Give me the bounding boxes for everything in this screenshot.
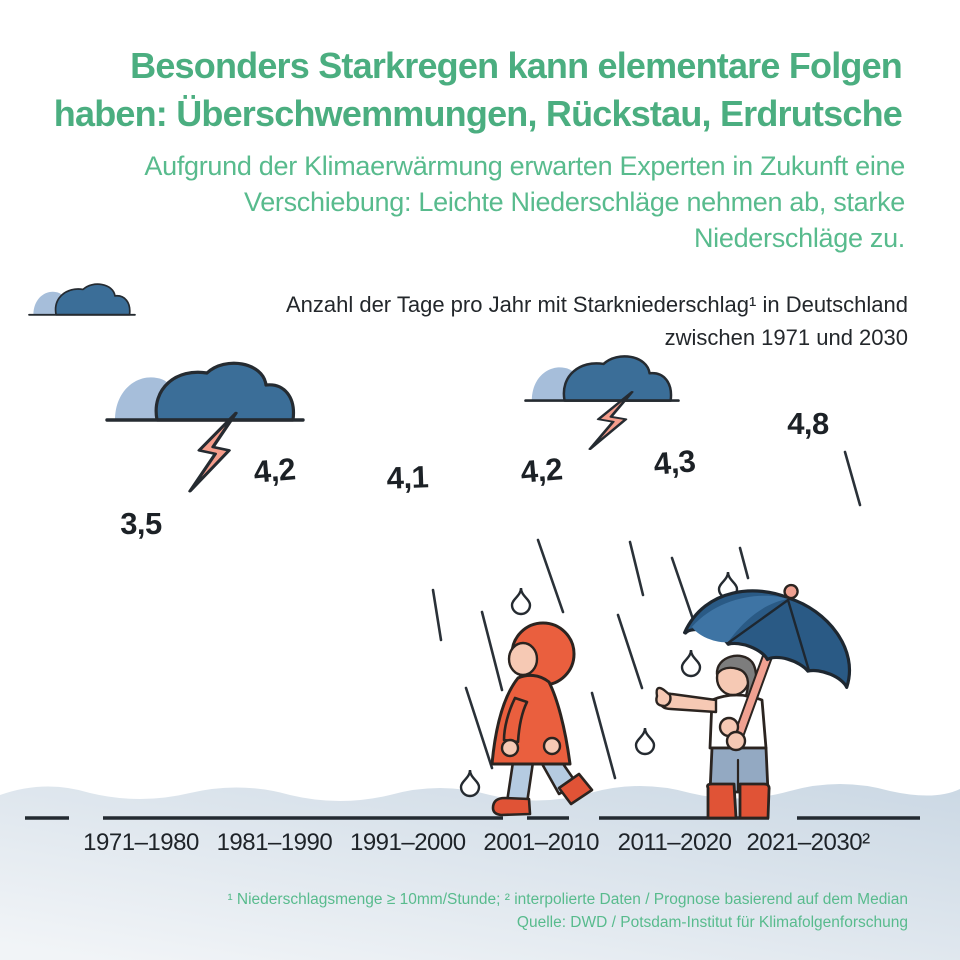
bar-value-label: 4,1 — [386, 459, 430, 496]
footnote-line2: Quelle: DWD / Potsdam-Institut für Klimafolgenforschung — [516, 914, 908, 931]
x-axis-label: 2011–2020 — [617, 829, 732, 856]
x-axis-label: 2021–2030² — [746, 829, 870, 856]
bar-value-label: 4,2 — [252, 451, 297, 490]
bar-value-label: 4,8 — [787, 406, 829, 441]
chart-title: Anzahl der Tage pro Jahr mit Starkniederschlag¹ in Deutschland zwischen 1971 und 2030 — [285, 292, 908, 350]
page-subtitle: Aufgrund der Klimaerwärmung erwarten Experten in Zukunft eine Verschiebung: Leichte Niederschläge nehmen ab, starke Niederschläge zu. — [144, 151, 905, 253]
page-title-line2: haben: Überschwemmungen, Rückstau, Erdrutsche — [53, 93, 902, 134]
footnote — [28, 888, 908, 934]
x-axis-label: 1991–2000 — [349, 829, 466, 856]
x-axis-label: 1981–1990 — [216, 829, 333, 856]
bar-value-label: 4,2 — [518, 451, 564, 490]
bar-value-label: 3,5 — [120, 506, 162, 541]
x-axis-label: 1971–1980 — [83, 829, 199, 856]
footnote-line1: ¹ Niederschlagsmenge ≥ 10mm/Stunde; ² interpolierte Daten / Prognose basierend auf dem Median — [227, 891, 908, 908]
page-title-line1: Besonders Starkregen kann elementare Folgen — [130, 45, 902, 86]
x-axis-label: 2001–2010 — [483, 829, 599, 856]
bar-value-label: 4,3 — [652, 443, 697, 482]
